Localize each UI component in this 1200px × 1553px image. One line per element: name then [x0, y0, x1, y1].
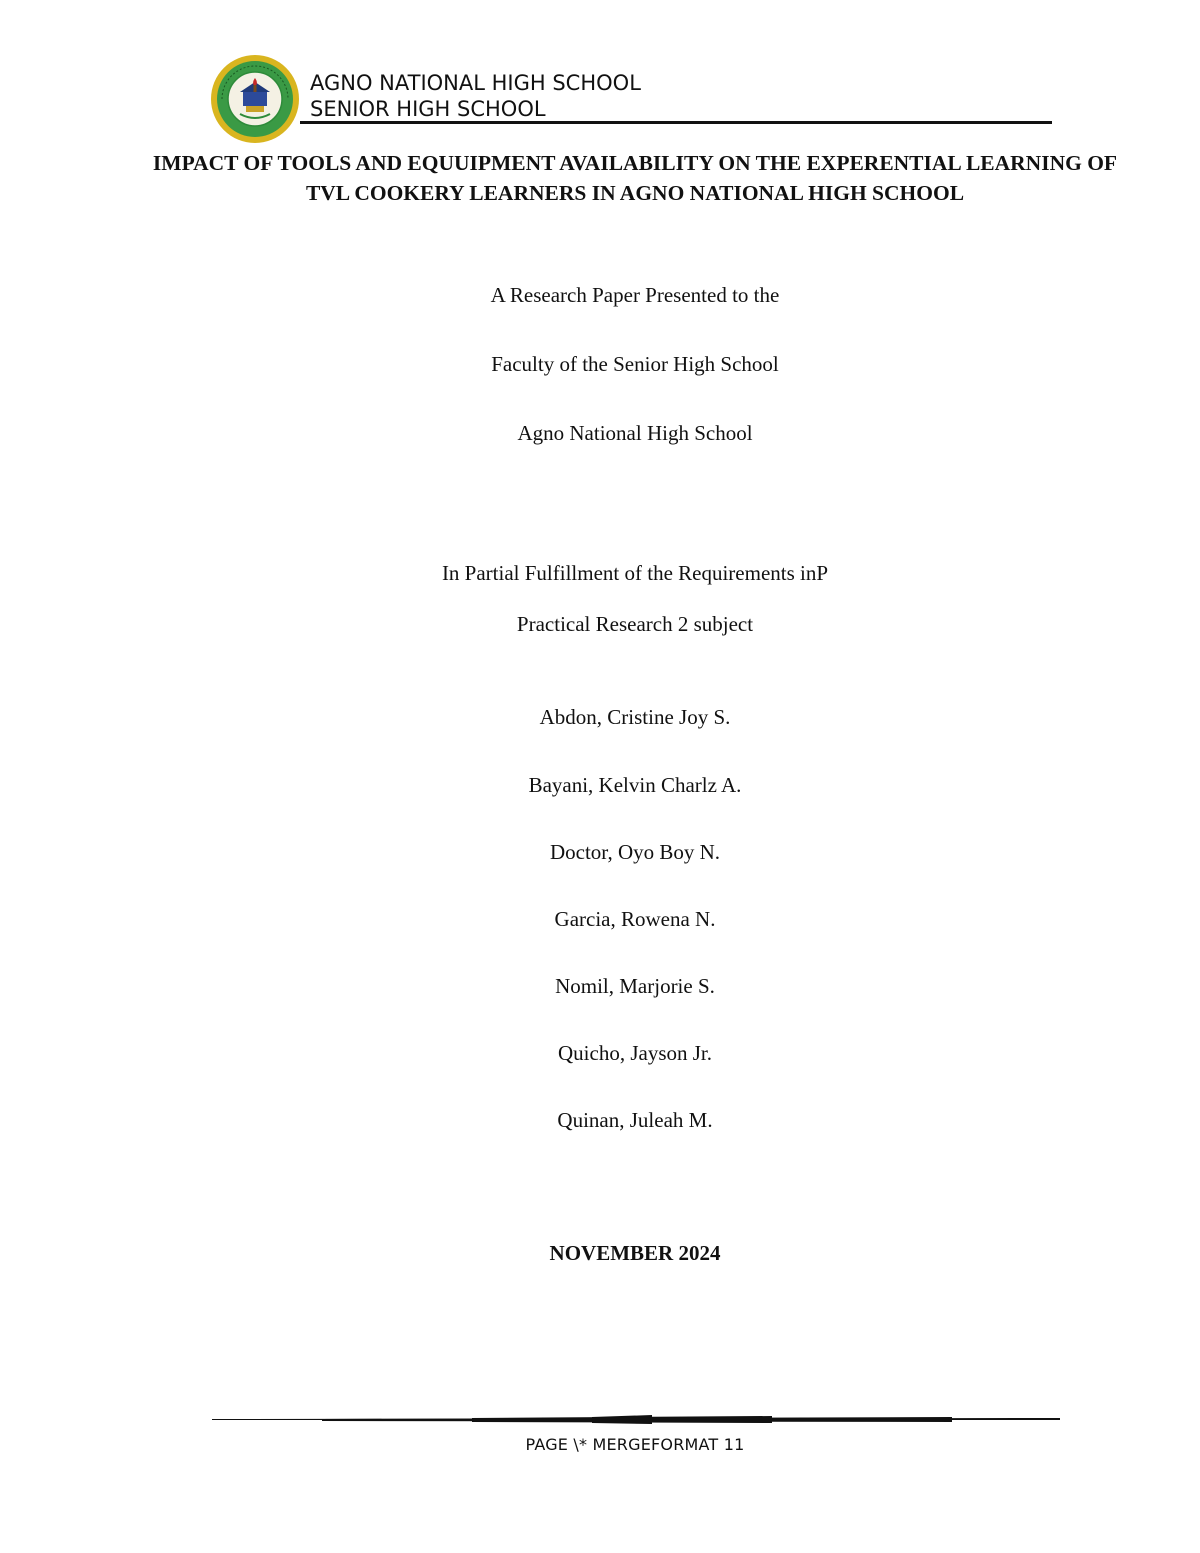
school-seal-logo	[210, 54, 300, 144]
page-number-field: PAGE \* MERGEFORMAT 11	[525, 1435, 745, 1454]
author-name: Quinan, Juleah M.	[557, 1108, 713, 1132]
school-header	[310, 70, 641, 122]
fulfillment-line: In Partial Fulfillment of the Requirements inP	[441, 561, 829, 585]
faculty-line: Faculty of the Senior High School	[491, 352, 779, 376]
footer-rule	[212, 1412, 1060, 1424]
subject-line: Practical Research 2 subject	[516, 612, 754, 636]
author-name: Quicho, Jayson Jr.	[558, 1041, 712, 1065]
author-name: Garcia, Rowena N.	[554, 907, 716, 931]
author-name: Nomil, Marjorie S.	[555, 974, 715, 998]
submission-date: NOVEMBER 2024	[549, 1241, 721, 1265]
author-name: Doctor, Oyo Boy N.	[549, 840, 721, 864]
school-name: AGNO NATIONAL HIGH SCHOOL	[310, 71, 641, 95]
department-name: SENIOR HIGH SCHOOL	[310, 97, 546, 121]
author-name: Abdon, Cristine Joy S.	[539, 705, 731, 729]
author-name: Bayani, Kelvin Charlz A.	[528, 773, 742, 797]
presented-to-line: A Research Paper Presented to the	[490, 283, 780, 307]
header-rule	[300, 121, 1052, 124]
institution-line: Agno National High School	[517, 421, 753, 445]
paper-title: IMPACT OF TOOLS AND EQUUIPMENT AVAILABILITY ON THE EXPERENTIAL LEARNING OF TVL COOKERY LEARNERS IN AGNO NATIONAL HIGH SCHOOL	[152, 151, 1118, 205]
